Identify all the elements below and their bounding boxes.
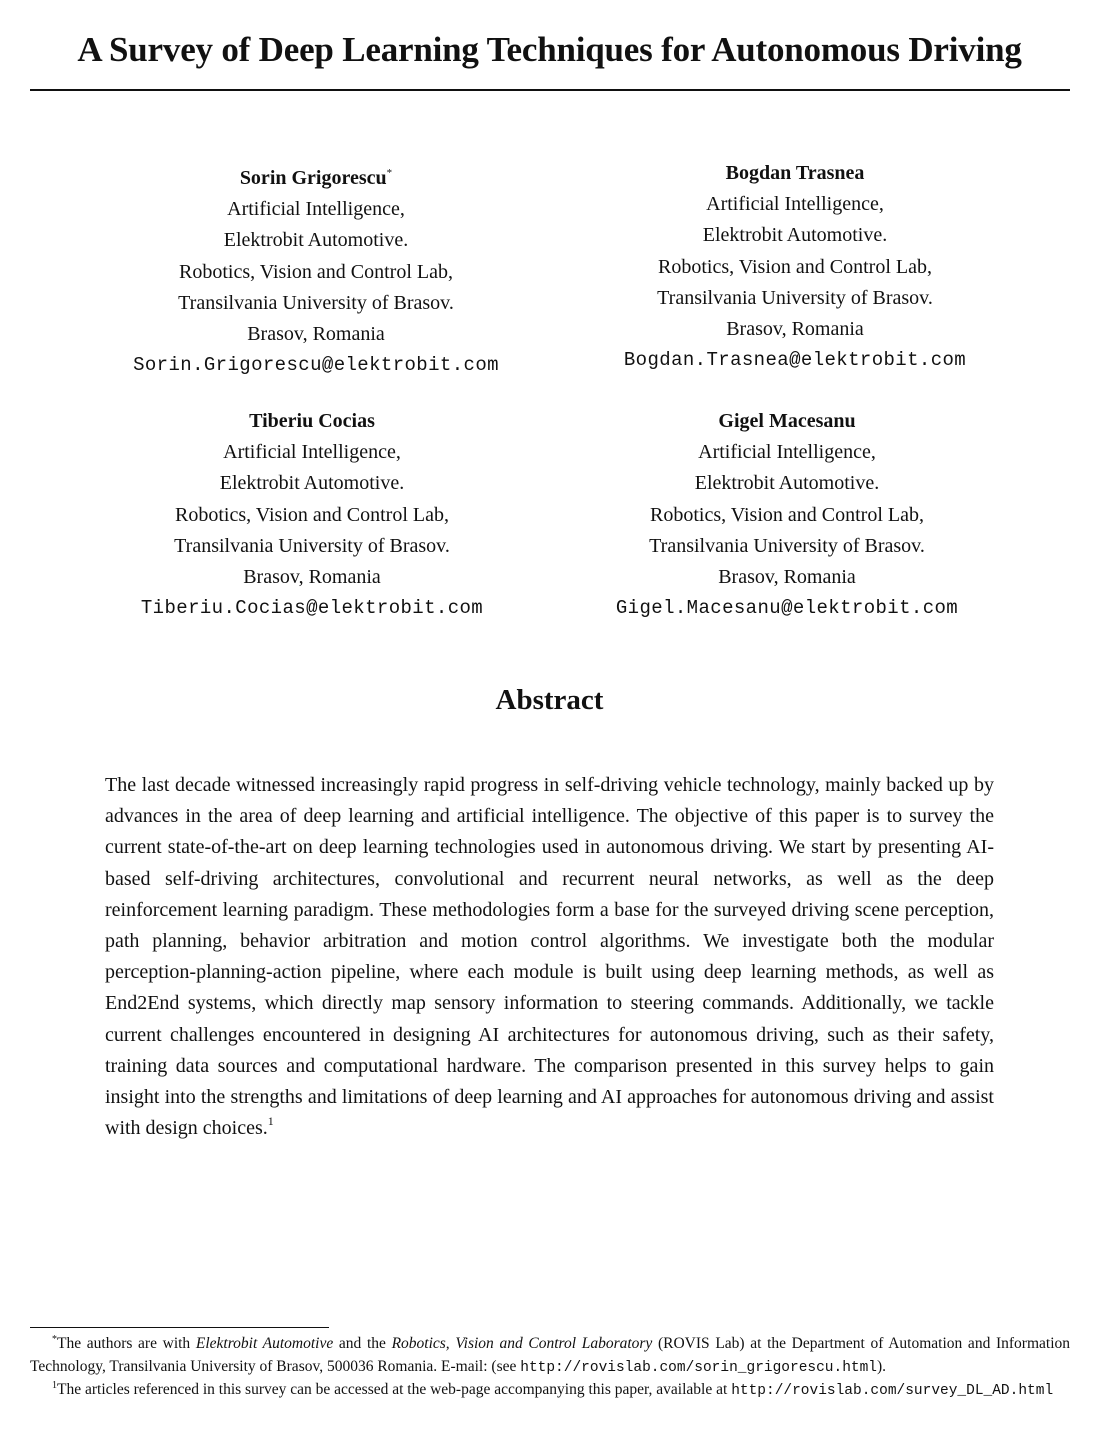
author-affiliation-line: Brasov, Romania: [718, 566, 856, 589]
author-name: Bogdan Trasnea: [725, 162, 865, 184]
footnotes: [30, 1333, 1070, 1403]
title-divider: [30, 89, 1070, 91]
author-affiliation-line: Elektrobit Automotive.: [702, 224, 888, 247]
footnote-emphasis: Robotics, Vision and Control Laboratory: [391, 1335, 653, 1352]
author-affiliation-line: Artificial Intelligence,: [706, 193, 884, 216]
author-affiliation-line: Artificial Intelligence,: [698, 441, 876, 464]
author-affiliation-line: Transilvania University of Brasov.: [174, 534, 450, 557]
footnote-webpage: [30, 1379, 1070, 1403]
author-affiliation-line: Elektrobit Automotive.: [223, 229, 409, 252]
author-footnote-mark: *: [386, 167, 393, 179]
author-affiliation-line: Brasov, Romania: [726, 318, 864, 341]
author-affiliation-line: Artificial Intelligence,: [227, 198, 405, 221]
author-email: Gigel.Macesanu@elektrobit.com: [615, 597, 959, 620]
author-block-1: [96, 158, 536, 381]
footnote-divider: [30, 1327, 329, 1328]
footnote-text: The articles referenced in this survey can be accessed at the web-page accompanying this paper, available at: [57, 1381, 732, 1399]
author-name: Sorin Grigorescu*: [239, 167, 393, 189]
author-email: Bogdan.Trasnea@elektrobit.com: [623, 349, 967, 372]
abstract-heading: Abstract: [495, 684, 604, 716]
author-affiliation-line: Artificial Intelligence,: [223, 441, 401, 464]
author-email: Sorin.Grigorescu@elektrobit.com: [133, 354, 499, 377]
author-affiliation-line: Brasov, Romania: [247, 323, 385, 346]
footnote-url-link[interactable]: http://rovislab.com/survey_DL_AD.html: [731, 1383, 1054, 1400]
footnote-text: The authors are with: [57, 1335, 196, 1352]
author-affiliation-line: Brasov, Romania: [243, 566, 381, 589]
author-affiliation-line: Robotics, Vision and Control Lab,: [179, 260, 453, 283]
author-block-4: [567, 406, 1007, 624]
footnote-url-link[interactable]: http://rovislab.com/sorin_grigorescu.html: [520, 1359, 878, 1376]
footnote-text: (ROVIS Lab) at the Department of Automation and Information Technology, Transilvania University of Brasov, 500036 Romania. E-mail: (see: [30, 1335, 1071, 1375]
footnote-authors: [30, 1333, 1070, 1379]
footnote-mark: 1: [52, 1380, 57, 1392]
abstract-footnote-mark[interactable]: 1: [267, 1114, 274, 1129]
author-name: Tiberiu Cocias: [249, 410, 375, 432]
author-affiliation-line: Robotics, Vision and Control Lab,: [175, 503, 449, 526]
footnote-text: and the: [333, 1335, 392, 1352]
abstract-paragraph: The last decade witnessed increasingly rapid progress in self-driving vehicle technology, mainly backed up by advances in the area of deep learning and artificial intelligence. The objective of this paper is to survey the current state-of-the-art on deep learning technologies used in autonomous driving. We start by presenting AI-based self-driving architectures, convolutional and recurrent neural networks, as well as the deep reinforcement learning paradigm. These methodologies form a base for the surveyed driving scene perception, path planning, behavior arbitration and motion control algorithms. We investigate both the modular perception-planning-action pipeline, where each module is built using deep learning methods, as well as End2End systems, which directly map sensory information to steering commands. Additionally, we tackle current challenges encountered in designing AI architectures for autonomous driving, such as their safety, training data sources and computational hardware. The comparison presented in this survey helps to gain insight into the strengths and limitations of deep learning and AI approaches for autonomous driving and assist with design choices.: [105, 774, 994, 1140]
author-affiliation-line: Elektrobit Automotive.: [219, 472, 405, 495]
author-affiliation-line: Transilvania University of Brasov.: [657, 286, 933, 309]
footnote-text: ).: [877, 1357, 887, 1375]
paper-title: A Survey of Deep Learning Techniques for Autonomous Driving: [77, 30, 1022, 69]
author-name: Gigel Macesanu: [718, 410, 856, 432]
author-affiliation-line: Transilvania University of Brasov.: [178, 291, 454, 314]
author-affiliation-line: Transilvania University of Brasov.: [649, 534, 925, 557]
footnote-emphasis: Elektrobit Automotive: [195, 1335, 334, 1352]
author-affiliation-line: Robotics, Vision and Control Lab,: [650, 503, 924, 526]
author-affiliation-line: Elektrobit Automotive.: [694, 472, 880, 495]
author-block-2: [575, 158, 1015, 376]
author-block-3: [92, 406, 532, 624]
abstract-text: [105, 770, 994, 1144]
author-email: Tiberiu.Cocias@elektrobit.com: [140, 597, 484, 620]
author-affiliation-line: Robotics, Vision and Control Lab,: [658, 255, 932, 278]
footnote-mark: *: [52, 1334, 57, 1345]
